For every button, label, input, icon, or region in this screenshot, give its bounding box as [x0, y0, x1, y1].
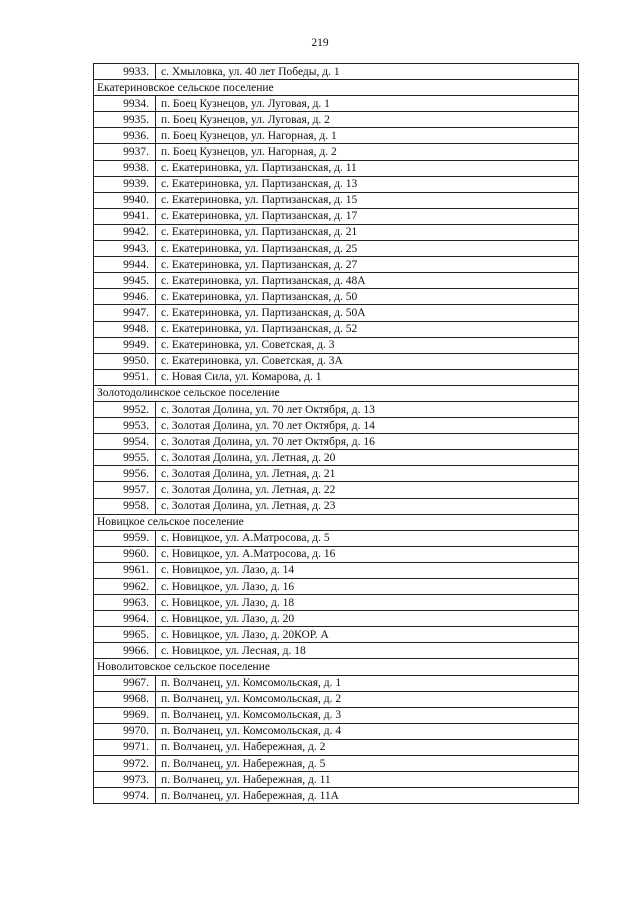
- table-row: [94, 675, 579, 691]
- table-row: [94, 691, 579, 707]
- row-address: с. Золотая Долина, ул. Летная, д. 21: [156, 466, 579, 482]
- table-row: [94, 369, 579, 385]
- row-address: с. Екатериновка, ул. Партизанская, д. 25: [156, 241, 579, 257]
- row-number: 9940.: [94, 192, 156, 208]
- section-title: Золотодолинское сельское поселение: [94, 385, 579, 401]
- row-number: 9944.: [94, 257, 156, 273]
- row-number: 9935.: [94, 112, 156, 128]
- row-address: п. Волчанец, ул. Набережная, д. 2: [156, 739, 579, 755]
- row-address: с. Новицкое, ул. Лазо, д. 20КОР. А: [156, 627, 579, 643]
- table-row: [94, 643, 579, 659]
- row-number: 9959.: [94, 530, 156, 546]
- table-row: [94, 192, 579, 208]
- table-row: [94, 208, 579, 224]
- section-header-row: [94, 385, 579, 401]
- table-row: [94, 498, 579, 514]
- row-address: п. Волчанец, ул. Набережная, д. 11А: [156, 788, 579, 804]
- table-row: [94, 434, 579, 450]
- row-address: с. Екатериновка, ул. Партизанская, д. 50: [156, 289, 579, 305]
- row-number: 9942.: [94, 224, 156, 240]
- table-row: [94, 273, 579, 289]
- row-number: 9936.: [94, 128, 156, 144]
- row-address: п. Боец Кузнецов, ул. Луговая, д. 2: [156, 112, 579, 128]
- table-row: [94, 305, 579, 321]
- table-row: [94, 224, 579, 240]
- row-number: 9938.: [94, 160, 156, 176]
- row-address: с. Екатериновка, ул. Партизанская, д. 50А: [156, 305, 579, 321]
- row-number: 9952.: [94, 401, 156, 417]
- row-number: 9964.: [94, 611, 156, 627]
- table-row: [94, 707, 579, 723]
- table-row: [94, 546, 579, 562]
- section-header-row: [94, 659, 579, 675]
- row-address: с. Новицкое, ул. Лазо, д. 20: [156, 611, 579, 627]
- row-address: с. Екатериновка, ул. Партизанская, д. 13: [156, 176, 579, 192]
- table-row: [94, 241, 579, 257]
- table-row: [94, 337, 579, 353]
- row-address: п. Волчанец, ул. Набережная, д. 5: [156, 756, 579, 772]
- row-address: с. Екатериновка, ул. Партизанская, д. 48А: [156, 273, 579, 289]
- table-row: [94, 466, 579, 482]
- table-row: [94, 772, 579, 788]
- row-number: 9963.: [94, 595, 156, 611]
- table-row: [94, 562, 579, 578]
- row-number: 9953.: [94, 418, 156, 434]
- section-title: Екатериновское сельское поселение: [94, 80, 579, 96]
- table-row: [94, 418, 579, 434]
- row-address: п. Волчанец, ул. Комсомольская, д. 2: [156, 691, 579, 707]
- section-title: Новицкое сельское поселение: [94, 514, 579, 530]
- row-address: с. Екатериновка, ул. Партизанская, д. 15: [156, 192, 579, 208]
- page-number: 219: [311, 37, 329, 49]
- row-address: с. Екатериновка, ул. Партизанская, д. 52: [156, 321, 579, 337]
- row-address: с. Новая Сила, ул. Комарова, д. 1: [156, 369, 579, 385]
- row-number: 9939.: [94, 176, 156, 192]
- row-number: 9968.: [94, 691, 156, 707]
- row-address: п. Волчанец, ул. Набережная, д. 11: [156, 772, 579, 788]
- row-address: п. Волчанец, ул. Комсомольская, д. 4: [156, 723, 579, 739]
- row-number: 9969.: [94, 707, 156, 723]
- table-row: [94, 482, 579, 498]
- table-row: [94, 128, 579, 144]
- address-table: [93, 63, 579, 804]
- row-number: 9934.: [94, 96, 156, 112]
- table-row: [94, 257, 579, 273]
- section-title: Новолитовское сельское поселение: [94, 659, 579, 675]
- table-row: [94, 627, 579, 643]
- table-row: [94, 739, 579, 755]
- row-address: с. Золотая Долина, ул. Летная, д. 23: [156, 498, 579, 514]
- row-number: 9971.: [94, 739, 156, 755]
- row-number: 9950.: [94, 353, 156, 369]
- row-address: п. Боец Кузнецов, ул. Нагорная, д. 1: [156, 128, 579, 144]
- row-number: 9951.: [94, 369, 156, 385]
- row-address: с. Екатериновка, ул. Партизанская, д. 17: [156, 208, 579, 224]
- table-row: [94, 353, 579, 369]
- row-address: с. Новицкое, ул. Лазо, д. 18: [156, 595, 579, 611]
- row-number: 9973.: [94, 772, 156, 788]
- row-address: с. Золотая Долина, ул. Летная, д. 22: [156, 482, 579, 498]
- table-row: [94, 176, 579, 192]
- row-address: п. Боец Кузнецов, ул. Луговая, д. 1: [156, 96, 579, 112]
- row-number: 9958.: [94, 498, 156, 514]
- row-number: 9948.: [94, 321, 156, 337]
- row-address: с. Екатериновка, ул. Партизанская, д. 21: [156, 224, 579, 240]
- row-address: п. Боец Кузнецов, ул. Нагорная, д. 2: [156, 144, 579, 160]
- table-row: [94, 788, 579, 804]
- row-address: с. Золотая Долина, ул. 70 лет Октября, д. 16: [156, 434, 579, 450]
- row-number: 9945.: [94, 273, 156, 289]
- table-row: [94, 112, 579, 128]
- table-row: [94, 160, 579, 176]
- row-number: 9974.: [94, 788, 156, 804]
- section-header-row: [94, 80, 579, 96]
- row-number: 9960.: [94, 546, 156, 562]
- row-number: 9949.: [94, 337, 156, 353]
- row-address: с. Екатериновка, ул. Советская, д. 3А: [156, 353, 579, 369]
- row-number: 9966.: [94, 643, 156, 659]
- table-row: [94, 144, 579, 160]
- table-row: [94, 64, 579, 80]
- row-number: 9941.: [94, 208, 156, 224]
- row-number: 9970.: [94, 723, 156, 739]
- row-address: с. Екатериновка, ул. Советская, д. 3: [156, 337, 579, 353]
- table-row: [94, 530, 579, 546]
- row-address: п. Волчанец, ул. Комсомольская, д. 1: [156, 675, 579, 691]
- table-row: [94, 595, 579, 611]
- row-number: 9947.: [94, 305, 156, 321]
- row-number: 9957.: [94, 482, 156, 498]
- row-number: 9962.: [94, 579, 156, 595]
- table-row: [94, 579, 579, 595]
- section-header-row: [94, 514, 579, 530]
- row-number: 9933.: [94, 64, 156, 80]
- table-row: [94, 96, 579, 112]
- row-address: с. Золотая Долина, ул. 70 лет Октября, д. 13: [156, 401, 579, 417]
- row-number: 9955.: [94, 450, 156, 466]
- row-number: 9937.: [94, 144, 156, 160]
- row-number: 9965.: [94, 627, 156, 643]
- row-address: п. Волчанец, ул. Комсомольская, д. 3: [156, 707, 579, 723]
- row-number: 9946.: [94, 289, 156, 305]
- row-number: 9972.: [94, 756, 156, 772]
- row-address: с. Екатериновка, ул. Партизанская, д. 27: [156, 257, 579, 273]
- address-table-body: [94, 64, 579, 804]
- row-address: с. Екатериновка, ул. Партизанская, д. 11: [156, 160, 579, 176]
- table-row: [94, 289, 579, 305]
- row-number: 9943.: [94, 241, 156, 257]
- row-address: с. Новицкое, ул. Лазо, д. 14: [156, 562, 579, 578]
- table-row: [94, 450, 579, 466]
- row-address: с. Новицкое, ул. А.Матросова, д. 5: [156, 530, 579, 546]
- row-address: с. Новицкое, ул. А.Матросова, д. 16: [156, 546, 579, 562]
- row-number: 9961.: [94, 562, 156, 578]
- table-row: [94, 321, 579, 337]
- row-number: 9954.: [94, 434, 156, 450]
- table-row: [94, 401, 579, 417]
- row-address: с. Хмыловка, ул. 40 лет Победы, д. 1: [156, 64, 579, 80]
- row-number: 9956.: [94, 466, 156, 482]
- row-number: 9967.: [94, 675, 156, 691]
- row-address: с. Золотая Долина, ул. 70 лет Октября, д. 14: [156, 418, 579, 434]
- table-row: [94, 723, 579, 739]
- table-row: [94, 756, 579, 772]
- table-row: [94, 611, 579, 627]
- row-address: с. Новицкое, ул. Лесная, д. 18: [156, 643, 579, 659]
- row-address: с. Золотая Долина, ул. Летная, д. 20: [156, 450, 579, 466]
- row-address: с. Новицкое, ул. Лазо, д. 16: [156, 579, 579, 595]
